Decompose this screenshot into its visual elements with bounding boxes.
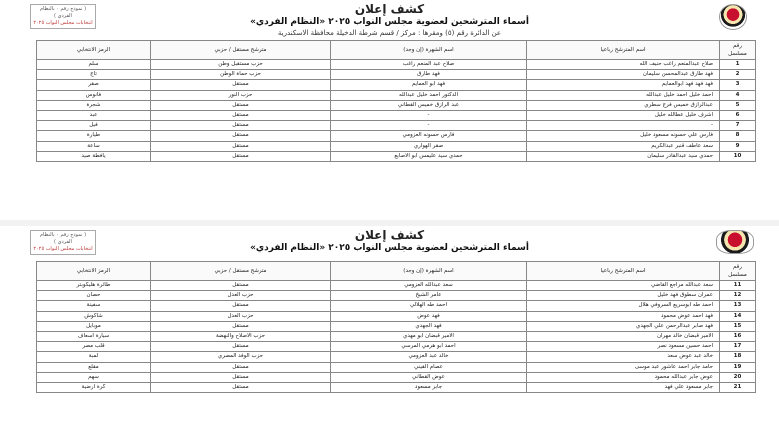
fame-cell: فارس حسونه العزومي (331, 131, 527, 141)
serial-cell: 14 (720, 311, 756, 321)
name-cell: عوض جابر عبدالله محمود (527, 372, 720, 382)
header-serial: رقم مسلسل (720, 41, 756, 60)
symbol-cell: لمبة (37, 352, 151, 362)
serial-cell: 19 (720, 362, 756, 372)
serial-cell: 13 (720, 301, 756, 311)
serial-cell: 18 (720, 352, 756, 362)
party-cell: مستقل (151, 131, 331, 141)
candidates-table (36, 261, 756, 393)
table-row (37, 362, 756, 372)
fame-cell: جابر مسعود (331, 382, 527, 392)
table-row (37, 80, 756, 90)
serial-cell: 10 (720, 151, 756, 161)
serial-cell: 9 (720, 141, 756, 151)
table-row (37, 141, 756, 151)
table-row (37, 321, 756, 331)
table-row (37, 90, 756, 100)
symbol-cell: حصان (37, 291, 151, 301)
sheet-title: كشف إعلان (354, 2, 425, 16)
name-cell: - (527, 121, 720, 131)
symbol-cell: تاج (37, 70, 151, 80)
candidates-table (36, 40, 756, 162)
symbol-cell: سلم (37, 60, 151, 70)
name-cell: احمد خليل احمد خليل عبدالله (527, 90, 720, 100)
name-cell: احمد طه ابوسريع السروفي هلال (527, 301, 720, 311)
name-cell: اشرف خليل عطالله خليل (527, 110, 720, 120)
table-row (37, 70, 756, 80)
name-cell: سعد عاطف قنبر عبدالكريم (527, 141, 720, 151)
name-cell: حمدي سيد عبدالقادر سليمان (527, 151, 720, 161)
fame-cell: - (331, 121, 527, 131)
symbol-cell: طيارة (37, 131, 151, 141)
symbol-cell: مقلع (37, 362, 151, 372)
party-cell: مستقل (151, 100, 331, 110)
form-stamp: ( نموذج رقم ٠ بالنظام الفردي ) انتخابات مجلس النواب ٢٠٢٥ (30, 230, 96, 255)
serial-cell: 7 (720, 121, 756, 131)
fame-cell: عصام القيني (331, 362, 527, 372)
serial-cell: 8 (720, 131, 756, 141)
symbol-cell: سيارة اسعاف (37, 331, 151, 341)
table-row (37, 342, 756, 352)
table-header-row (37, 41, 756, 60)
party-cell: مستقل (151, 301, 331, 311)
party-cell: حزب العدل (151, 311, 331, 321)
name-cell: سعد عبدالله مراجع القاضي (527, 281, 720, 291)
party-cell: مستقل (151, 372, 331, 382)
header-symbol: الرمز الانتخابي (37, 262, 151, 281)
symbol-cell: سهم (37, 372, 151, 382)
sheet-subtitle: أسماء المترشحين لعضوية مجلس النواب ٢٠٢٥ «النظام الفردي» (250, 17, 529, 27)
header-fame: اسم الشهرة (إن وجد) (331, 41, 527, 60)
serial-cell: 11 (720, 281, 756, 291)
symbol-cell: شجرة (37, 100, 151, 110)
party-cell: حزب الاصلاح والنهضة (151, 331, 331, 341)
name-cell: احمد حسين مسعود نصر (527, 342, 720, 352)
symbol-cell: كرة ارضية (37, 382, 151, 392)
name-cell: فهد احمد عوض محمود (527, 311, 720, 321)
party-cell: حزب النور (151, 90, 331, 100)
fame-cell: خالد عبد العزومي (331, 352, 527, 362)
name-cell: الامير قبضان خالد مهران (527, 331, 720, 341)
serial-cell: 2 (720, 70, 756, 80)
fame-cell: فهد عوض (331, 311, 527, 321)
symbol-cell: شاكوش (37, 311, 151, 321)
header-party: مترشح مستقل / حزبي (151, 41, 331, 60)
party-cell: مستقل (151, 151, 331, 161)
name-cell: فهد صابر عبدالرحمن علي الجهدي (527, 321, 720, 331)
serial-cell: 5 (720, 100, 756, 110)
party-cell: مستقل (151, 121, 331, 131)
form-stamp: ( نموذج رقم ٠ بالنظام الفردي ) انتخابات مجلس النواب ٢٠٢٥ (30, 4, 96, 29)
party-cell: حزب الوفد المصري (151, 352, 331, 362)
name-cell: فهد طارق عبدالمحسن سليمان (527, 70, 720, 80)
name-cell: فارس علي حسونه مسعود خليل (527, 131, 720, 141)
fame-cell: احمد ابو هرمي المرسي (331, 342, 527, 352)
symbol-cell: طائرة هليكوبتر (37, 281, 151, 291)
party-cell: حزب حماة الوطن (151, 70, 331, 80)
serial-cell: 17 (720, 342, 756, 352)
header-name: اسم المترشح رباعيا (527, 41, 720, 60)
symbol-cell: موبايل (37, 321, 151, 331)
name-cell: عمران سطوق فهد خليل (527, 291, 720, 301)
name-cell: صلاح عبدالمنعم راغب حنيف الله (527, 60, 720, 70)
fame-cell: فهد ابو العمايم (331, 80, 527, 90)
serial-cell: 15 (720, 321, 756, 331)
serial-cell: 16 (720, 331, 756, 341)
table-row (37, 281, 756, 291)
party-cell: مستقل (151, 382, 331, 392)
table-header-row (37, 262, 756, 281)
fame-cell: عوض القطاني (331, 372, 527, 382)
fame-cell: صلاح عبد المنعم راغب (331, 60, 527, 70)
name-cell: عبدالرازق خميس فرج سطري (527, 100, 720, 110)
sheet-subtitle: أسماء المترشحين لعضوية مجلس النواب ٢٠٢٥ «النظام الفردي» (250, 243, 529, 253)
table-row (37, 331, 756, 341)
symbol-cell: ساعة (37, 141, 151, 151)
serial-cell: 1 (720, 60, 756, 70)
table-row (37, 372, 756, 382)
fame-cell: فهد الجهدي (331, 321, 527, 331)
symbol-cell: صقر (37, 80, 151, 90)
fame-cell: صقر الهواري (331, 141, 527, 151)
name-cell: حامد جابر احمد عاشور عبد موسى (527, 362, 720, 372)
table-row (37, 151, 756, 161)
party-cell: مستقل (151, 110, 331, 120)
table-row (37, 352, 756, 362)
serial-cell: 12 (720, 291, 756, 301)
table-row (37, 131, 756, 141)
symbol-cell: عبد (37, 110, 151, 120)
fame-cell: الدكتور احمد خليل عبدالله (331, 90, 527, 100)
table-row (37, 121, 756, 131)
header-name: اسم المترشح رباعيا (527, 262, 720, 281)
party-cell: مستقل (151, 362, 331, 372)
serial-cell: 3 (720, 80, 756, 90)
sheet-title: كشف إعلان (354, 228, 425, 242)
fame-cell: احمد طه الهلالي (331, 301, 527, 311)
table-row (37, 311, 756, 321)
fame-cell: حمدي سيد عليمس ابو الاصابع (331, 151, 527, 161)
fame-cell: عامر الشيخ (331, 291, 527, 301)
district-line: عن الدائرة رقم (٥) ومقرها : مركز / قسم شرطة الدخيلة محافظة الاسكندرية (277, 29, 502, 37)
name-cell: جابر مسعود علي فهد (527, 382, 720, 392)
table-row (37, 110, 756, 120)
table-row (37, 382, 756, 392)
party-cell: حزب العدل (151, 291, 331, 301)
name-cell: خالد عبد عوض سعد (527, 352, 720, 362)
fame-cell: - (331, 110, 527, 120)
fame-cell: فهد طارق (331, 70, 527, 80)
announcement-sheet-2 (0, 226, 779, 439)
party-cell: مستقل (151, 141, 331, 151)
fame-cell: الامير قبضان ابو مهدي (331, 331, 527, 341)
table-row (37, 301, 756, 311)
serial-cell: 21 (720, 382, 756, 392)
party-cell: مستقل (151, 80, 331, 90)
symbol-cell: يافطة صيد (37, 151, 151, 161)
name-cell: فهد فهد فهد ابوالعمايم (527, 80, 720, 90)
party-cell: مستقل (151, 321, 331, 331)
table-row (37, 291, 756, 301)
header-symbol: الرمز الانتخابي (37, 41, 151, 60)
symbol-cell: سفينة (37, 301, 151, 311)
symbol-cell: قلب مصر (37, 342, 151, 352)
symbol-cell: فيل (37, 121, 151, 131)
table-row (37, 100, 756, 110)
party-cell: مستقل (151, 342, 331, 352)
serial-cell: 20 (720, 372, 756, 382)
header-fame: اسم الشهرة (إن وجد) (331, 262, 527, 281)
fame-cell: سعد عبدالله العزومي (331, 281, 527, 291)
header-serial: رقم مسلسل (720, 262, 756, 281)
header-party: مترشح مستقل / حزبي (151, 262, 331, 281)
serial-cell: 4 (720, 90, 756, 100)
serial-cell: 6 (720, 110, 756, 120)
symbol-cell: فانوس (37, 90, 151, 100)
party-cell: مستقل (151, 281, 331, 291)
fame-cell: عبد الرازق خميس القطاني (331, 100, 527, 110)
table-row (37, 60, 756, 70)
party-cell: حزب مستقبل وطن (151, 60, 331, 70)
